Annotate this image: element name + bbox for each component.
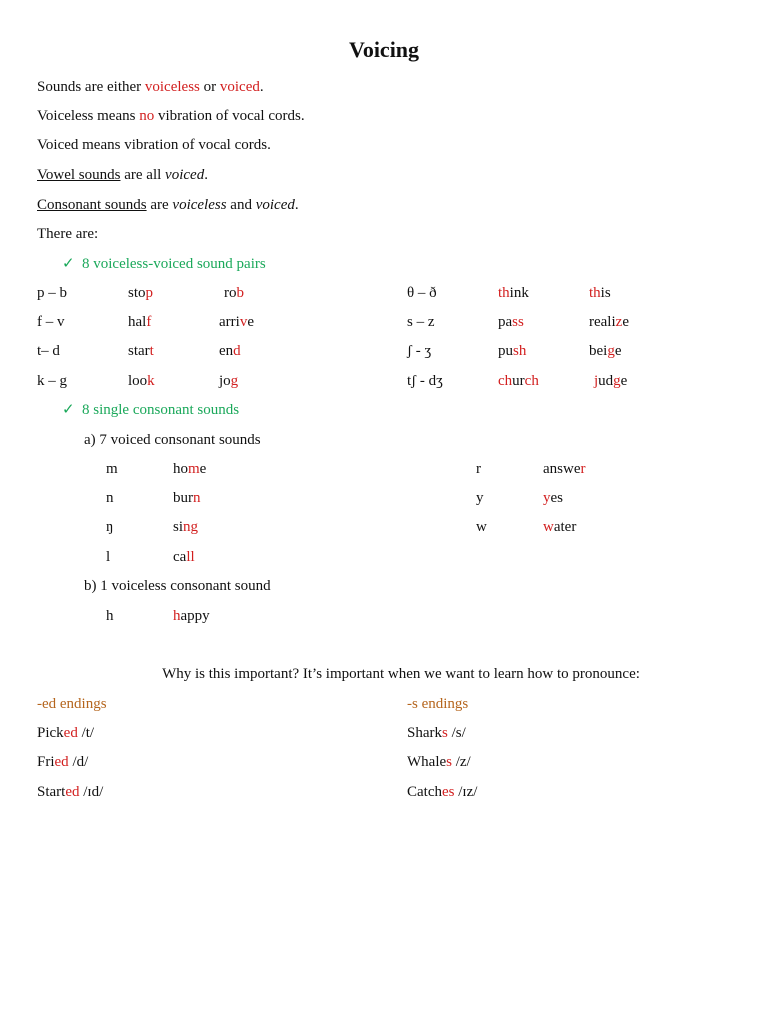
ed-endings-heading: -ed endings [37,696,107,712]
text-voiceless: voiceless [144,79,200,95]
consonant-example: yes [543,490,563,506]
text-italic: voiceless [172,197,227,213]
consonant-example: call [173,549,195,565]
subheading-voiceless: b) 1 voiceless consonant sound [84,578,271,594]
consonant-symbol: h [106,608,114,624]
text: . [294,197,299,213]
pair-example: look [128,373,155,389]
pair-symbol: ʃ - ʒ [407,343,432,359]
s-example: Catches /ɪz/ [407,784,478,800]
pair-example: church [498,373,539,389]
text: . [259,79,264,95]
pair-example: rob [224,285,244,301]
s-endings-heading: -s endings [407,696,469,712]
consonant-example: home [173,461,207,477]
consonant-symbol: m [106,461,118,477]
intro-line-3: Voiced means vibration of vocal cords. [37,137,271,153]
pair-example: half [128,314,152,330]
consonant-example: sing [173,519,199,535]
pair-example: start [128,343,154,359]
consonant-example: happy [173,608,210,624]
text-no: no [139,108,155,124]
pair-example: judge [594,373,628,389]
text-italic: voiced [165,167,205,183]
text: are [146,197,173,213]
subheading-voiced: a) 7 voiced consonant sounds [84,432,261,448]
pair-example: push [498,343,527,359]
pair-example: arrive [219,314,254,330]
pair-example: beige [589,343,622,359]
s-example: Whales /z/ [407,754,471,770]
intro-line-4 [37,166,208,184]
consonant-symbol: r [476,461,481,477]
text: are all [120,167,166,183]
intro-line-1 [37,78,264,96]
pair-symbol: θ – ð [407,285,437,301]
check-icon: ✓ [62,256,75,272]
consonant-symbol: w [476,519,487,535]
consonant-symbol: l [106,549,111,565]
pair-symbol: s – z [407,314,435,330]
pair-example: this [589,285,611,301]
text: or [199,79,220,95]
text-underlined: Consonant sounds [37,197,147,213]
pair-example: pass [498,314,524,330]
intro-line-2 [37,107,305,125]
text-underlined: Vowel sounds [37,167,121,183]
pair-example: end [219,343,241,359]
s-example: Sharks /s/ [407,725,466,741]
text: and [226,197,256,213]
consonant-example: burn [173,490,201,506]
section-title: 8 single consonant sounds [82,402,240,418]
pair-symbol: tʃ - dʒ [407,373,443,389]
consonant-symbol: n [106,490,114,506]
pair-example: think [498,285,529,301]
consonant-example: answer [543,461,586,477]
text-italic: voiced [255,197,295,213]
pair-example: realize [589,314,629,330]
text: Sounds are either [37,79,145,95]
ed-example: Started /ɪd/ [37,784,104,800]
page-title: Voicing [348,37,420,62]
consonant-symbol: ŋ [106,519,114,535]
text: . [204,167,208,183]
section-heading-pairs [62,255,266,273]
consonant-example: water [543,519,577,535]
text: Voiceless means [37,108,140,124]
section-title: 8 voiceless-voiced sound pairs [82,256,266,272]
ed-example: Fried /d/ [37,754,89,770]
pair-example: stop [128,285,154,301]
ed-example: Picked /t/ [37,725,95,741]
text-voiced: voiced [219,79,260,95]
consonant-symbol: y [476,490,484,506]
why-important-text: Why is this important? It’s important when we want to learn how to pronounce: [162,666,640,682]
pair-symbol: f – v [37,314,65,330]
section-heading-single [62,401,239,419]
text: vibration of vocal cords. [154,108,305,124]
intro-line-5 [37,196,299,214]
pair-symbol: k – g [37,373,67,389]
intro-line-6: There are: [37,226,99,242]
pair-example: jog [219,373,239,389]
pair-symbol: t– d [37,343,60,359]
pair-symbol: p – b [37,285,67,301]
check-icon: ✓ [62,402,75,418]
